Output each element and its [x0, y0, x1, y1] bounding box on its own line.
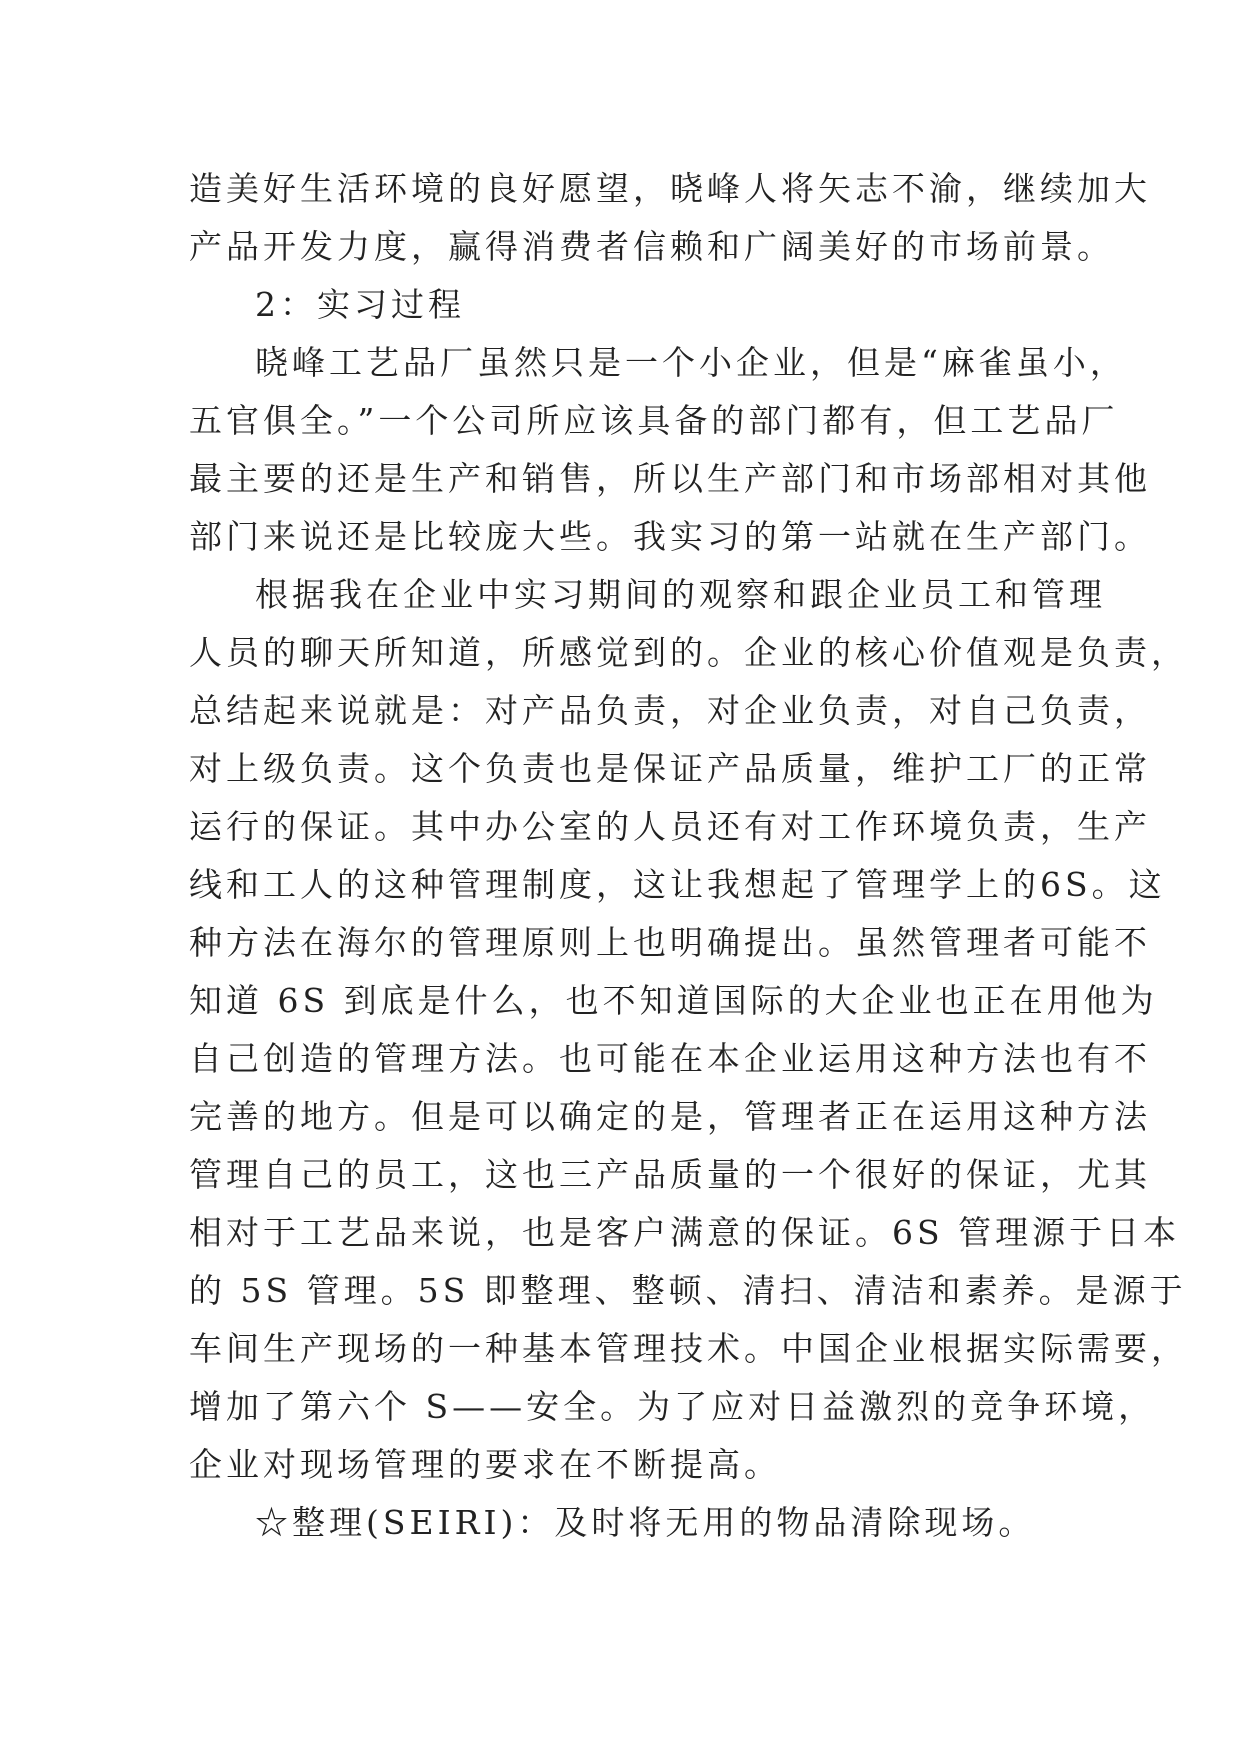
text-line: 管理自己的员工，这也三产品质量的一个很好的保证，尤其 — [189, 1155, 1151, 1194]
text-line: 增加了第六个 S——安全。为了应对日益激烈的竞争环境， — [189, 1387, 1156, 1426]
text-line: 五官俱全。”一个公司所应该具备的部门都有，但工艺品厂 — [189, 401, 1119, 440]
text-line: 种方法在海尔的管理原则上也明确提出。虽然管理者可能不 — [189, 923, 1151, 962]
text-line: 产品开发力度，赢得消费者信赖和广阔美好的市场前景。 — [189, 227, 1114, 266]
text-line: 知道 6S 到底是什么，也不知道国际的大企业也正在用他为 — [189, 981, 1158, 1020]
text-line: 最主要的还是生产和销售，所以生产部门和市场部相对其他 — [189, 459, 1151, 498]
section-heading: 2：实习过程 — [255, 285, 465, 324]
text-line: 线和工人的这种管理制度，这让我想起了管理学上的6S。这 — [189, 865, 1166, 904]
text-line: 造美好生活环境的良好愿望，晓峰人将矢志不渝，继续加大 — [189, 169, 1151, 208]
text-line: 自己创造的管理方法。也可能在本企业运用这种方法也有不 — [189, 1039, 1151, 1078]
document-body — [189, 160, 1188, 1552]
text-line: 相对于工艺品来说，也是客户满意的保证。6S 管理源于日本 — [189, 1213, 1181, 1252]
text-line: 晓峰工艺品厂虽然只是一个小企业，但是“麻雀虽小， — [255, 343, 1127, 382]
text-line: 对上级负责。这个负责也是保证产品质量，维护工厂的正常 — [189, 749, 1151, 788]
text-line: 人员的聊天所知道，所感觉到的。企业的核心价值观是负责， — [189, 633, 1188, 672]
text-line: 车间生产现场的一种基本管理技术。中国企业根据实际需要， — [189, 1329, 1188, 1368]
text-line: 运行的保证。其中办公室的人员还有对工作环境负责，生产 — [189, 807, 1151, 846]
text-line: 总结起来说就是：对产品负责，对企业负责，对自己负责， — [189, 691, 1151, 730]
text-line: 企业对现场管理的要求在不断提高。 — [189, 1445, 781, 1484]
list-item: ☆整理(SEIRI)：及时将无用的物品清除现场。 — [255, 1503, 1036, 1542]
text-line: 的 5S 管理。5S 即整理、整顿、清扫、清洁和素养。是源于 — [189, 1271, 1187, 1310]
text-line: 根据我在企业中实习期间的观察和跟企业员工和管理 — [255, 575, 1106, 614]
text-line: 完善的地方。但是可以确定的是，管理者正在运用这种方法 — [189, 1097, 1151, 1136]
text-line: 部门来说还是比较庞大些。我实习的第一站就在生产部门。 — [189, 517, 1151, 556]
